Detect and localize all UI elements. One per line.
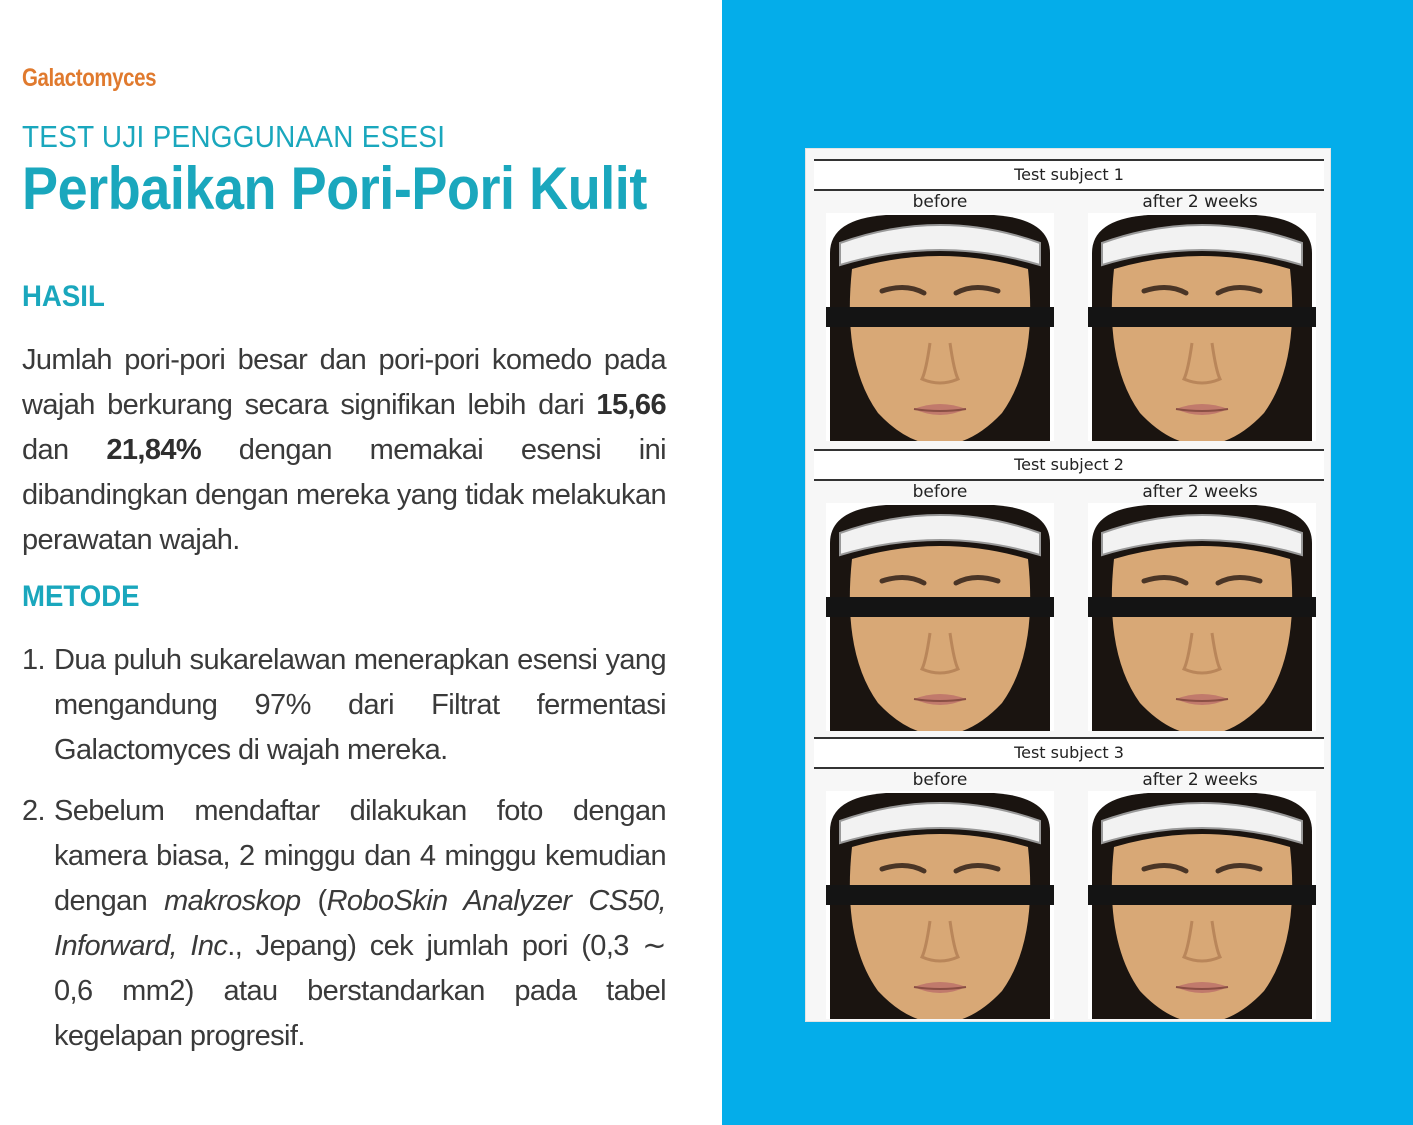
subject-label: Test subject 1 (814, 159, 1324, 191)
metode-list (22, 638, 666, 1059)
subject-panel-3 (814, 727, 1324, 1011)
list-italic-1: makroskop (164, 885, 301, 917)
hasil-value-1: 15,66 (596, 389, 666, 421)
list-text-1: Sebelum mendaftar dilakukan foto dengan kamera biasa, 2 minggu dan 4 minggu kemudian dengan (54, 795, 666, 917)
after-caption: after 2 weeks (1142, 192, 1258, 212)
hasil-text-1: Jumlah pori-pori besar dan pori-pori komedo pada wajah berkurang secara signifikan lebih dari (22, 344, 666, 421)
hasil-text-3: dengan memakai esensi ini dibandingkan dengan mereka yang tidak melakukan perawatan wajah. (22, 434, 666, 556)
face-photo-before (826, 791, 1054, 1019)
face-photo-after (1088, 791, 1316, 1019)
brand-label: Galactomyces (22, 64, 157, 92)
face-photo-after (1088, 213, 1316, 441)
face-photo-before (826, 213, 1054, 441)
comparison-figure (806, 149, 1330, 1021)
list-number: 1. (22, 644, 45, 676)
page-title: Perbaikan Pori-Pori Kulit (22, 155, 647, 222)
before-caption: before (912, 770, 968, 790)
after-caption: after 2 weeks (1142, 770, 1258, 790)
list-text: Dua puluh sukarelawan menerapkan esensi yang mengandung 97% dari Filtrat fermentasi Galactomyces di wajah mereka. (54, 644, 666, 766)
hasil-value-2: 21,84% (106, 434, 202, 466)
subject-panel-1 (814, 149, 1324, 433)
hasil-heading: HASIL (22, 280, 105, 313)
subject-panel-2 (814, 439, 1324, 723)
subject-label: Test subject 2 (814, 449, 1324, 481)
blue-panel (722, 0, 1413, 1125)
after-caption: after 2 weeks (1142, 482, 1258, 502)
list-text-3: ., Jepang) cek jumlah pori (0,3 ∼ 0,6 mm2) atau berstandarkan pada tabel kegelapan progresif. (54, 930, 666, 1052)
page-kicker: TEST UJI PENGGUNAAN ESESI (22, 119, 446, 154)
face-photo-before (826, 503, 1054, 731)
list-text-2: ( (300, 885, 327, 917)
list-item (22, 638, 666, 773)
subject-label: Test subject 3 (814, 737, 1324, 769)
hasil-paragraph (22, 338, 666, 563)
face-photo-after (1088, 503, 1316, 731)
list-italic-2: RoboSkin Analyzer CS50, Inforward, Inc (54, 885, 666, 962)
before-caption: before (912, 192, 968, 212)
metode-heading: METODE (22, 580, 140, 613)
list-number: 2. (22, 795, 45, 827)
before-caption: before (912, 482, 968, 502)
hasil-text-2: dan (22, 434, 107, 466)
list-item (22, 789, 666, 1059)
